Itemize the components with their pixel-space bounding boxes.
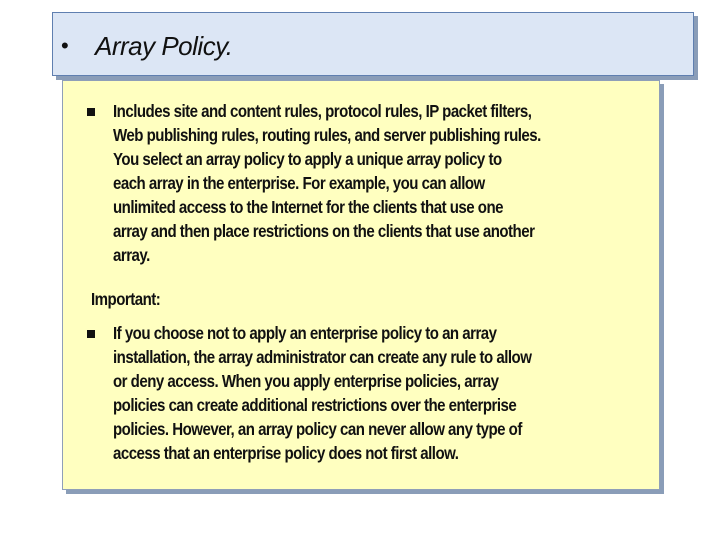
paragraph-line: Includes site and content rules, protocol rules, IP packet filters, xyxy=(113,101,532,121)
paragraph-line: If you choose not to apply an enterprise policy to an array xyxy=(113,323,497,343)
paragraph-line: policies can create additional restrictions over the enterprise xyxy=(113,395,517,415)
content-box xyxy=(62,80,660,490)
title-bar xyxy=(52,12,694,76)
paragraph-line: policies. However, an array policy can never allow any type of xyxy=(113,419,522,439)
bullet-paragraph-array-policy xyxy=(113,99,663,267)
slide-title: Array Policy. xyxy=(95,31,233,61)
paragraph-line: unlimited access to the Internet for the clients that use one xyxy=(113,197,504,217)
title-bullet: • xyxy=(61,33,69,58)
paragraph-line: each array in the enterprise. For example, you can allow xyxy=(113,173,485,193)
important-label: Important: xyxy=(91,289,161,309)
paragraph-line: installation, the array administrator can create any rule to allow xyxy=(113,347,532,367)
paragraph-line: array. xyxy=(113,245,150,265)
paragraph-line: access that an enterprise policy does not first allow. xyxy=(113,443,459,463)
paragraph-line: Web publishing rules, routing rules, and server publishing rules. xyxy=(113,125,541,145)
square-bullet-icon xyxy=(87,108,95,116)
paragraph-line: You select an array policy to apply a unique array policy to xyxy=(113,149,502,169)
paragraph-line: or deny access. When you apply enterprise policies, array xyxy=(113,371,499,391)
paragraph-line: array and then place restrictions on the clients that use another xyxy=(113,221,535,241)
square-bullet-icon xyxy=(87,330,95,338)
bullet-paragraph-important xyxy=(113,321,663,465)
